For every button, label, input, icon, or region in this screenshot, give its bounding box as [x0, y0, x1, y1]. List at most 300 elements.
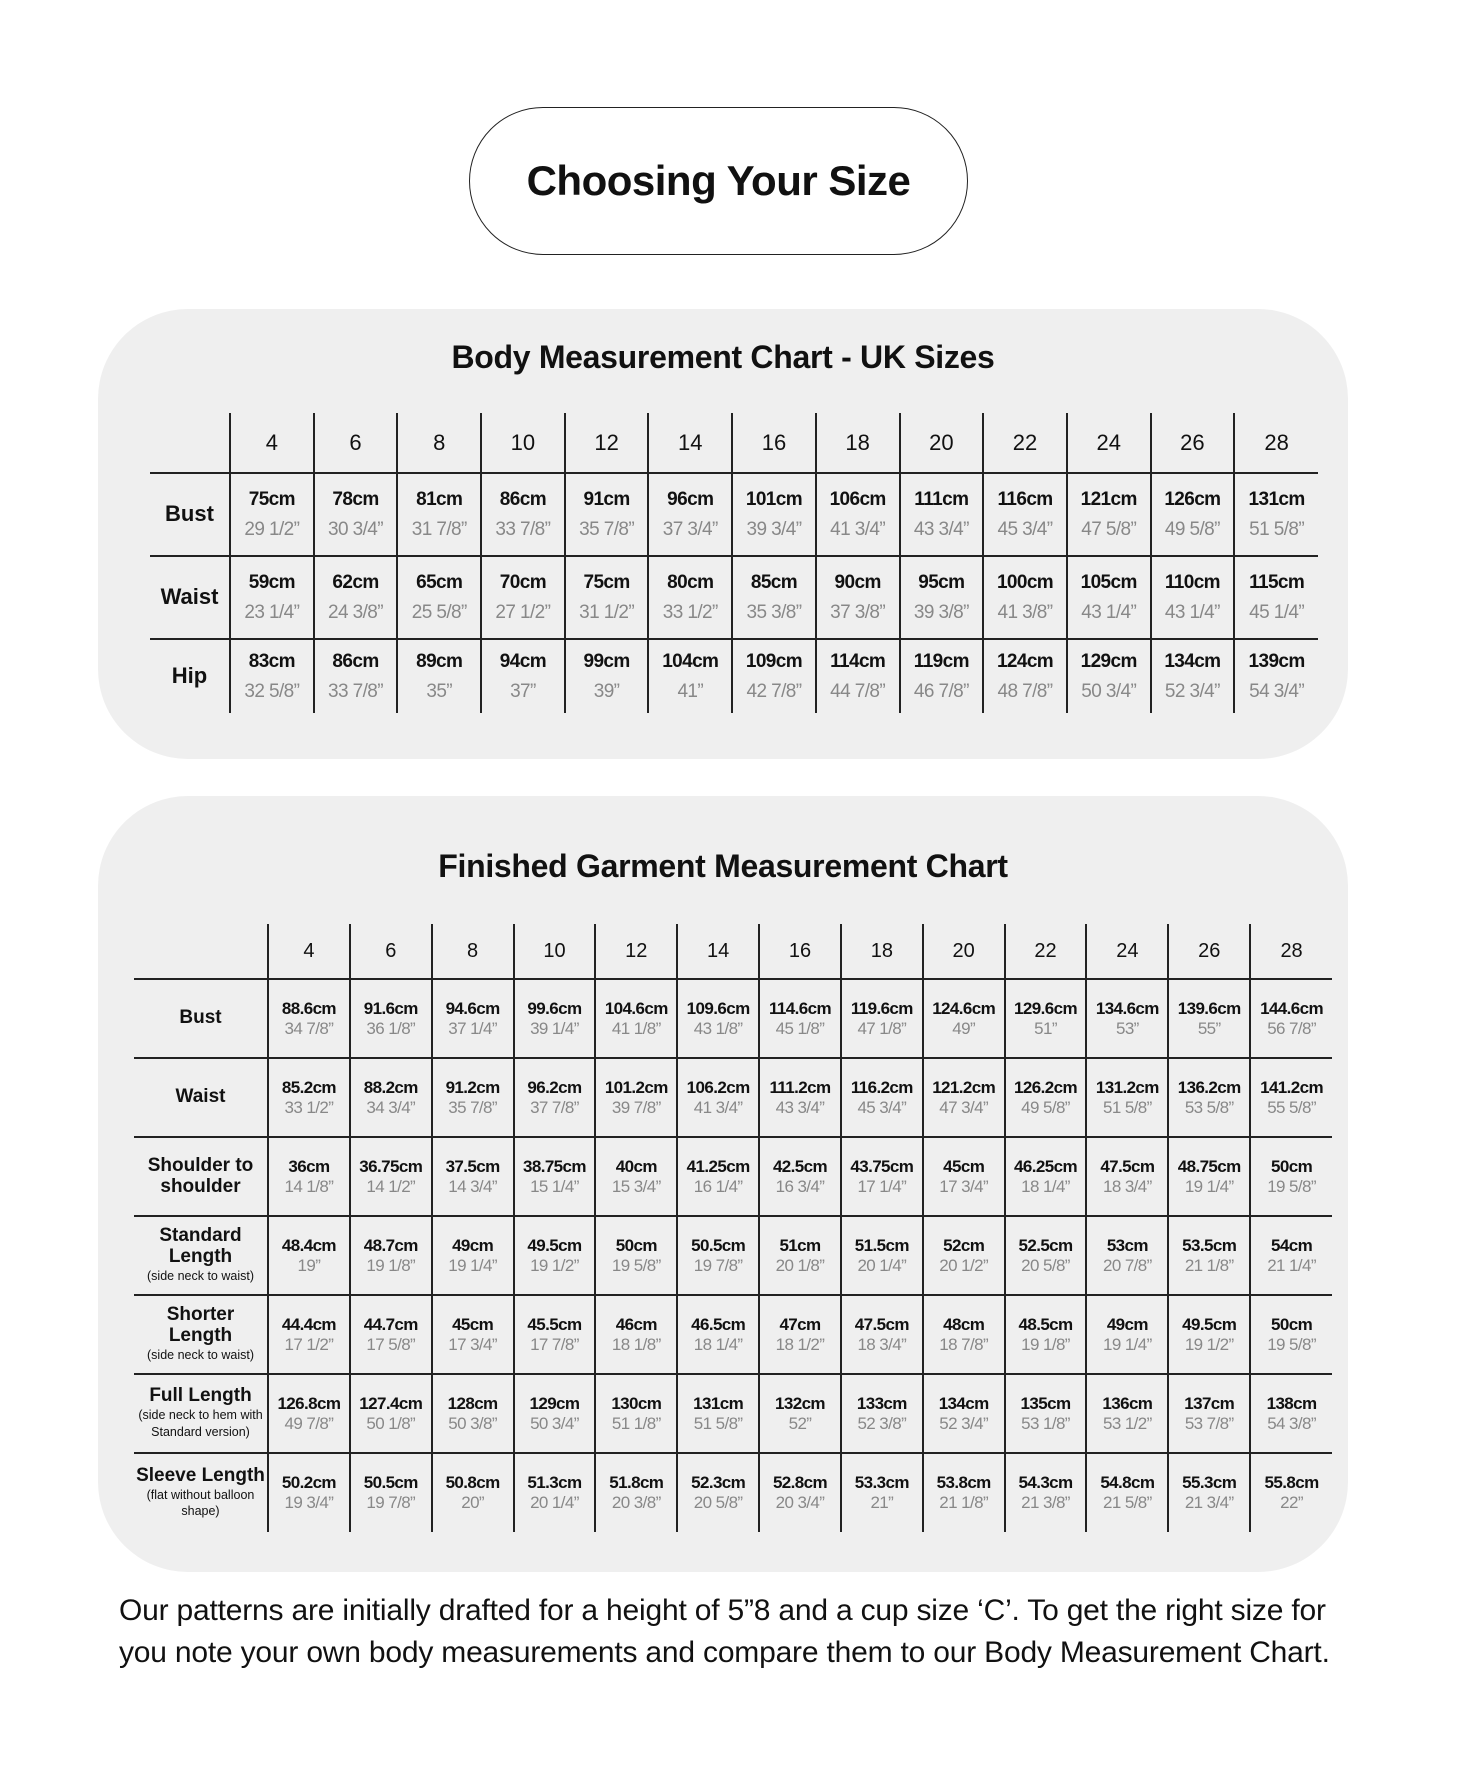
measurement-cell — [841, 1137, 923, 1216]
measurement-cell — [230, 556, 314, 639]
measurement-cell — [732, 639, 816, 713]
inch-value: 53 1/8” — [1021, 1413, 1070, 1433]
cm-value: 52.3cm — [691, 1473, 746, 1492]
size-header: 26 — [1151, 413, 1235, 473]
cm-value: 124.6cm — [932, 998, 996, 1018]
measurement-row — [134, 979, 1332, 1058]
inch-value: 41 3/4” — [830, 518, 886, 540]
measurement-cell — [900, 473, 984, 556]
cm-value: 59cm — [248, 571, 295, 593]
cm-value: 45cm — [452, 1314, 494, 1334]
measurement-cell — [841, 1453, 923, 1532]
inch-value: 20 5/8” — [693, 1493, 743, 1512]
measurement-cell — [514, 1453, 596, 1532]
measurement-cell — [432, 979, 514, 1058]
measurement-cell — [1067, 556, 1151, 639]
inch-value: 21 5/8” — [1102, 1493, 1152, 1512]
inch-value: 43 3/4” — [775, 1097, 825, 1117]
measurement-cell — [1086, 1058, 1168, 1137]
cm-value: 114.6cm — [768, 998, 831, 1018]
cm-value: 48.4cm — [281, 1235, 336, 1255]
inch-value: 52 3/4” — [939, 1413, 989, 1433]
cm-value: 70cm — [499, 571, 546, 593]
cm-value: 44.7cm — [363, 1314, 418, 1334]
measurement-cell — [230, 639, 314, 713]
cm-value: 110cm — [1164, 571, 1220, 593]
size-header: 8 — [432, 924, 514, 979]
cm-value: 54.3cm — [1018, 1473, 1073, 1492]
row-label: Hip — [171, 663, 208, 689]
inch-value: 51 5/8” — [1102, 1097, 1152, 1117]
size-header: 6 — [314, 413, 398, 473]
cm-value: 134cm — [1164, 650, 1221, 672]
measurement-cell — [1250, 979, 1332, 1058]
measurement-cell — [900, 556, 984, 639]
measurement-cell — [350, 1374, 432, 1453]
size-header-row — [134, 924, 1332, 979]
cm-value: 111.2cm — [769, 1077, 831, 1097]
measurement-cell — [595, 1295, 677, 1374]
inch-value: 17 5/8” — [366, 1334, 416, 1354]
inch-value: 53 1/2” — [1102, 1413, 1152, 1433]
measurement-cell — [1250, 1295, 1332, 1374]
inch-value: 47 3/4” — [939, 1097, 989, 1117]
cm-value: 126.8cm — [277, 1393, 341, 1413]
inch-value: 17 7/8” — [530, 1334, 579, 1354]
inch-value: 19 7/8” — [693, 1255, 743, 1275]
cm-value: 99.6cm — [527, 998, 582, 1018]
inch-value: 19 1/8” — [366, 1255, 416, 1275]
measurement-cell — [923, 1058, 1005, 1137]
inch-value: 43 1/4” — [1081, 601, 1137, 623]
cm-value: 94.6cm — [445, 998, 500, 1018]
inch-value: 39 3/4” — [746, 518, 802, 540]
inch-value: 37 3/8” — [830, 601, 886, 623]
cm-value: 96cm — [667, 488, 714, 510]
measurement-cell — [268, 1374, 350, 1453]
measurement-cell — [432, 1295, 514, 1374]
row-label: Waist — [175, 1086, 226, 1108]
cm-value: 75cm — [248, 488, 295, 510]
measurement-cell — [514, 979, 596, 1058]
inch-value: 19 1/4” — [1184, 1176, 1234, 1196]
size-header: 12 — [595, 924, 677, 979]
cm-value: 121cm — [1080, 488, 1137, 510]
measurement-cell — [595, 1453, 677, 1532]
cm-value: 46.25cm — [1014, 1156, 1077, 1176]
cm-value: 129cm — [529, 1393, 580, 1413]
size-header: 8 — [397, 413, 481, 473]
measurement-cell — [1168, 1295, 1250, 1374]
measurement-cell — [350, 1295, 432, 1374]
row-label-cell — [134, 1453, 268, 1532]
inch-value: 49 5/8” — [1021, 1097, 1070, 1117]
measurement-cell — [565, 556, 649, 639]
inch-value: 52” — [788, 1413, 812, 1433]
measurement-cell — [677, 1374, 759, 1453]
measurement-cell — [268, 1295, 350, 1374]
inch-value: 50 3/4” — [1081, 680, 1137, 702]
inch-value: 20 1/8” — [775, 1255, 825, 1275]
cm-value: 51.3cm — [527, 1473, 582, 1492]
inch-value: 39” — [593, 680, 620, 702]
row-label-cell — [134, 1374, 268, 1453]
size-header: 24 — [1086, 924, 1168, 979]
cm-value: 100cm — [996, 571, 1054, 593]
body-measurement-panel — [98, 309, 1348, 759]
inch-value: 35 7/8” — [448, 1097, 497, 1117]
cm-value: 50.8cm — [445, 1473, 500, 1492]
size-header: 4 — [268, 924, 350, 979]
cm-value: 37.5cm — [445, 1156, 500, 1176]
cm-value: 106.2cm — [686, 1077, 750, 1097]
inch-value: 23 1/4” — [244, 601, 300, 623]
cm-value: 80cm — [667, 571, 714, 593]
size-header: 4 — [230, 413, 314, 473]
measurement-cell — [1005, 1058, 1087, 1137]
garment-measurement-panel — [98, 796, 1348, 1572]
inch-value: 34 3/4” — [366, 1097, 416, 1117]
cm-value: 38.75cm — [522, 1156, 586, 1176]
inch-value: 55 5/8” — [1267, 1097, 1316, 1117]
inch-value: 27 1/2” — [495, 601, 551, 623]
measurement-cell — [397, 639, 481, 713]
cm-value: 126.2cm — [1014, 1077, 1077, 1097]
measurement-cell — [268, 1453, 350, 1532]
measurement-cell — [1250, 1374, 1332, 1453]
measurement-cell — [1151, 639, 1235, 713]
measurement-cell — [759, 1453, 841, 1532]
inch-value: 33 7/8” — [328, 680, 383, 702]
measurement-cell — [816, 473, 900, 556]
measurement-cell — [841, 1295, 923, 1374]
inch-value: 41” — [677, 680, 704, 702]
measurement-cell — [1151, 556, 1235, 639]
inch-value: 19 1/8” — [1021, 1334, 1070, 1354]
size-header: 22 — [983, 413, 1067, 473]
measurement-cell — [816, 639, 900, 713]
inch-value: 20 3/8” — [611, 1493, 661, 1512]
cm-value: 94cm — [499, 650, 546, 672]
measurement-cell — [1234, 473, 1318, 556]
cm-value: 96.2cm — [527, 1077, 582, 1097]
cm-value: 49.5cm — [527, 1235, 582, 1255]
header-corner — [150, 413, 230, 473]
inch-value: 30 3/4” — [328, 518, 383, 540]
cm-value: 116.2cm — [850, 1077, 913, 1097]
measurement-cell — [432, 1216, 514, 1295]
body-chart-title: Body Measurement Chart - UK Sizes — [451, 339, 995, 375]
row-label-cell — [134, 1295, 268, 1374]
cm-value: 41.25cm — [686, 1156, 750, 1176]
measurement-cell — [732, 556, 816, 639]
measurement-cell — [514, 1137, 596, 1216]
inch-value: 31 7/8” — [411, 518, 467, 540]
cm-value: 49cm — [452, 1235, 494, 1255]
inch-value: 14 3/4” — [448, 1176, 497, 1196]
size-header: 12 — [565, 413, 649, 473]
inch-value: 45 3/4” — [997, 518, 1053, 540]
measurement-cell — [1151, 473, 1235, 556]
inch-value: 51 1/8” — [611, 1413, 661, 1433]
garment-chart-title: Finished Garment Measurement Chart — [438, 848, 1008, 884]
measurement-cell — [350, 1216, 432, 1295]
cm-value: 44.4cm — [281, 1314, 336, 1334]
row-label: Bust — [165, 501, 214, 527]
inch-value: 16 1/4” — [693, 1176, 743, 1196]
inch-value: 51” — [1034, 1018, 1057, 1038]
cm-value: 47.5cm — [1100, 1156, 1155, 1176]
measurement-cell — [677, 1058, 759, 1137]
cm-value: 85cm — [750, 571, 798, 593]
measurement-row — [150, 473, 1318, 556]
measurement-cell — [1168, 979, 1250, 1058]
measurement-cell — [648, 473, 732, 556]
row-label-cell — [150, 556, 230, 639]
inch-value: 49 7/8” — [284, 1413, 334, 1433]
cm-value: 48cm — [943, 1314, 985, 1334]
measurement-cell — [759, 1216, 841, 1295]
inch-value: 20” — [461, 1493, 484, 1512]
measurement-cell — [1005, 1216, 1087, 1295]
inch-value: 18 1/2” — [775, 1334, 825, 1354]
cm-value: 49cm — [1106, 1314, 1148, 1334]
cm-value: 136cm — [1102, 1393, 1153, 1413]
size-header: 16 — [759, 924, 841, 979]
row-label: Bust — [179, 1007, 222, 1029]
measurement-cell — [481, 473, 565, 556]
measurement-cell — [759, 1295, 841, 1374]
inch-value: 33 1/2” — [284, 1097, 334, 1117]
measurement-cell — [432, 1137, 514, 1216]
inch-value: 18 3/4” — [1102, 1176, 1152, 1196]
inch-value: 37” — [510, 680, 536, 702]
cm-value: 91.2cm — [445, 1077, 500, 1097]
measurement-cell — [1086, 1216, 1168, 1295]
measurement-cell — [314, 639, 398, 713]
inch-value: 21 1/8” — [939, 1493, 989, 1512]
cm-value: 136.2cm — [1177, 1077, 1241, 1097]
inch-value: 46 7/8” — [913, 680, 969, 702]
measurement-cell — [350, 1058, 432, 1137]
inch-value: 39 1/4” — [530, 1018, 579, 1038]
inch-value: 32 5/8” — [244, 680, 300, 702]
inch-value: 49” — [952, 1018, 976, 1038]
measurement-cell — [816, 556, 900, 639]
cm-value: 55.3cm — [1182, 1473, 1237, 1492]
inch-value: 20 3/4” — [775, 1493, 825, 1512]
row-label-cell — [134, 1216, 268, 1295]
measurement-cell — [514, 1374, 596, 1453]
cm-value: 106cm — [829, 488, 886, 510]
measurement-cell — [1067, 473, 1151, 556]
measurement-cell — [1168, 1453, 1250, 1532]
inch-value: 53” — [1115, 1018, 1139, 1038]
measurement-cell — [923, 1374, 1005, 1453]
measurement-cell — [432, 1374, 514, 1453]
inch-value: 44 7/8” — [830, 680, 886, 702]
cm-value: 111cm — [914, 488, 969, 510]
cm-value: 132cm — [775, 1393, 825, 1413]
cm-value: 141.2cm — [1260, 1077, 1324, 1097]
row-label: Shoulder to shoulder — [147, 1154, 254, 1197]
cm-value: 116cm — [997, 488, 1053, 510]
inch-value: 37 1/4” — [448, 1018, 497, 1038]
inch-value: 45 3/4” — [857, 1097, 907, 1117]
cm-value: 127.4cm — [359, 1393, 423, 1413]
measurement-cell — [565, 473, 649, 556]
row-label-cell — [150, 473, 230, 556]
measurement-cell — [841, 1374, 923, 1453]
inch-value: 15 3/4” — [611, 1176, 661, 1196]
measurement-cell — [432, 1453, 514, 1532]
measurement-cell — [648, 556, 732, 639]
inch-value: 18 1/8” — [611, 1334, 661, 1354]
cm-value: 104.6cm — [604, 998, 668, 1018]
cm-value: 133cm — [856, 1393, 907, 1413]
measurement-row — [150, 556, 1318, 639]
cm-value: 54cm — [1271, 1235, 1313, 1255]
inch-value: 17 1/4” — [857, 1176, 907, 1196]
cm-value: 49.5cm — [1182, 1314, 1237, 1334]
measurement-cell — [1005, 979, 1087, 1058]
inch-value: 37 7/8” — [530, 1097, 579, 1117]
measurement-cell — [759, 1137, 841, 1216]
measurement-cell — [900, 639, 984, 713]
measurement-cell — [1086, 1295, 1168, 1374]
inch-value: 19” — [297, 1255, 321, 1275]
sizing-note: Our patterns are initially drafted for a height of 5”8 and a cup size ‘C’. To get the right size for you note your own body measurements and compare them to our Body Measurement Chart. — [119, 1594, 1330, 1669]
size-header: 24 — [1067, 413, 1151, 473]
cm-value: 139cm — [1248, 650, 1305, 672]
size-header: 28 — [1250, 924, 1332, 979]
measurement-cell — [268, 979, 350, 1058]
measurement-cell — [841, 1216, 923, 1295]
size-header: 20 — [923, 924, 1005, 979]
measurement-cell — [595, 979, 677, 1058]
cm-value: 131cm — [1248, 488, 1305, 510]
inch-value: 47 5/8” — [1081, 518, 1137, 540]
measurement-row — [134, 1453, 1332, 1532]
row-label: Shorter Length — [166, 1304, 235, 1347]
inch-value: 54 3/4” — [1249, 680, 1305, 702]
measurement-cell — [1005, 1137, 1087, 1216]
cm-value: 55.8cm — [1264, 1473, 1319, 1492]
cm-value: 46cm — [615, 1314, 657, 1334]
inch-value: 19 5/8” — [611, 1255, 661, 1275]
cm-value: 101.2cm — [604, 1077, 668, 1097]
cm-value: 109.6cm — [686, 998, 750, 1018]
cm-value: 86cm — [499, 488, 546, 510]
cm-value: 62cm — [332, 571, 379, 593]
measurement-cell — [350, 1453, 432, 1532]
row-label-cell — [134, 1137, 268, 1216]
measurement-cell — [923, 1216, 1005, 1295]
measurement-cell — [677, 1295, 759, 1374]
measurement-cell — [1086, 1374, 1168, 1453]
size-header: 18 — [816, 413, 900, 473]
size-header: 10 — [481, 413, 565, 473]
cm-value: 36cm — [288, 1156, 330, 1176]
measurement-cell — [397, 556, 481, 639]
measurement-row — [134, 1295, 1332, 1374]
cm-value: 53cm — [1106, 1235, 1148, 1255]
inch-value: 21” — [870, 1493, 894, 1512]
row-label-cell — [134, 1058, 268, 1137]
measurement-cell — [1086, 1137, 1168, 1216]
size-header: 18 — [841, 924, 923, 979]
cm-value: 45.5cm — [527, 1314, 582, 1334]
row-sublabel: (side neck to hem with Standard version) — [138, 1408, 263, 1439]
row-sublabel: (side neck to waist) — [147, 1347, 254, 1362]
measurement-cell — [1250, 1137, 1332, 1216]
cm-value: 114cm — [830, 650, 886, 672]
cm-value: 138cm — [1266, 1393, 1317, 1413]
measurement-cell — [314, 473, 398, 556]
inch-value: 17 3/4” — [448, 1334, 497, 1354]
cm-value: 52.8cm — [772, 1473, 828, 1492]
cm-value: 129.6cm — [1014, 998, 1077, 1018]
inch-value: 16 3/4” — [775, 1176, 825, 1196]
inch-value: 21 3/8” — [1021, 1493, 1070, 1512]
cm-value: 91cm — [583, 488, 630, 510]
inch-value: 17 3/4” — [939, 1176, 989, 1196]
inch-value: 24 3/8” — [328, 601, 383, 623]
cm-value: 47.5cm — [854, 1314, 909, 1334]
inch-value: 31 1/2” — [579, 601, 635, 623]
inch-value: 15 1/4” — [530, 1176, 579, 1196]
cm-value: 48.75cm — [1177, 1156, 1241, 1176]
measurement-cell — [1168, 1058, 1250, 1137]
measurement-cell — [677, 1216, 759, 1295]
measurement-cell — [514, 1216, 596, 1295]
inch-value: 20 1/2” — [939, 1255, 989, 1275]
cm-value: 50cm — [615, 1235, 657, 1255]
body-measurement-table — [150, 413, 1318, 713]
measurement-cell — [1086, 1453, 1168, 1532]
cm-value: 52cm — [943, 1235, 985, 1255]
measurement-row — [134, 1216, 1332, 1295]
measurement-cell — [923, 1137, 1005, 1216]
cm-value: 99cm — [583, 650, 630, 672]
cm-value: 91.6cm — [363, 998, 418, 1018]
cm-value: 104cm — [662, 650, 719, 672]
cm-value: 88.6cm — [281, 998, 336, 1018]
cm-value: 101cm — [745, 488, 803, 510]
inch-value: 25 5/8” — [411, 601, 467, 623]
measurement-cell — [514, 1295, 596, 1374]
inch-value: 18 1/4” — [693, 1334, 743, 1354]
measurement-cell — [1234, 556, 1318, 639]
inch-value: 39 7/8” — [611, 1097, 661, 1117]
measurement-row — [134, 1137, 1332, 1216]
measurement-cell — [1168, 1216, 1250, 1295]
inch-value: 50 1/8” — [366, 1413, 416, 1433]
cm-value: 45cm — [943, 1156, 985, 1176]
inch-value: 41 3/4” — [693, 1097, 743, 1117]
measurement-cell — [1005, 1295, 1087, 1374]
cm-value: 53.3cm — [854, 1473, 909, 1492]
size-header: 26 — [1168, 924, 1250, 979]
inch-value: 21 1/4” — [1267, 1255, 1316, 1275]
size-header: 14 — [648, 413, 732, 473]
cm-value: 51.5cm — [854, 1235, 909, 1255]
inch-value: 52 3/4” — [1164, 680, 1220, 702]
inch-value: 22” — [1280, 1493, 1303, 1512]
measurement-cell — [841, 1058, 923, 1137]
cm-value: 95cm — [918, 571, 965, 593]
inch-value: 37 3/4” — [662, 518, 718, 540]
